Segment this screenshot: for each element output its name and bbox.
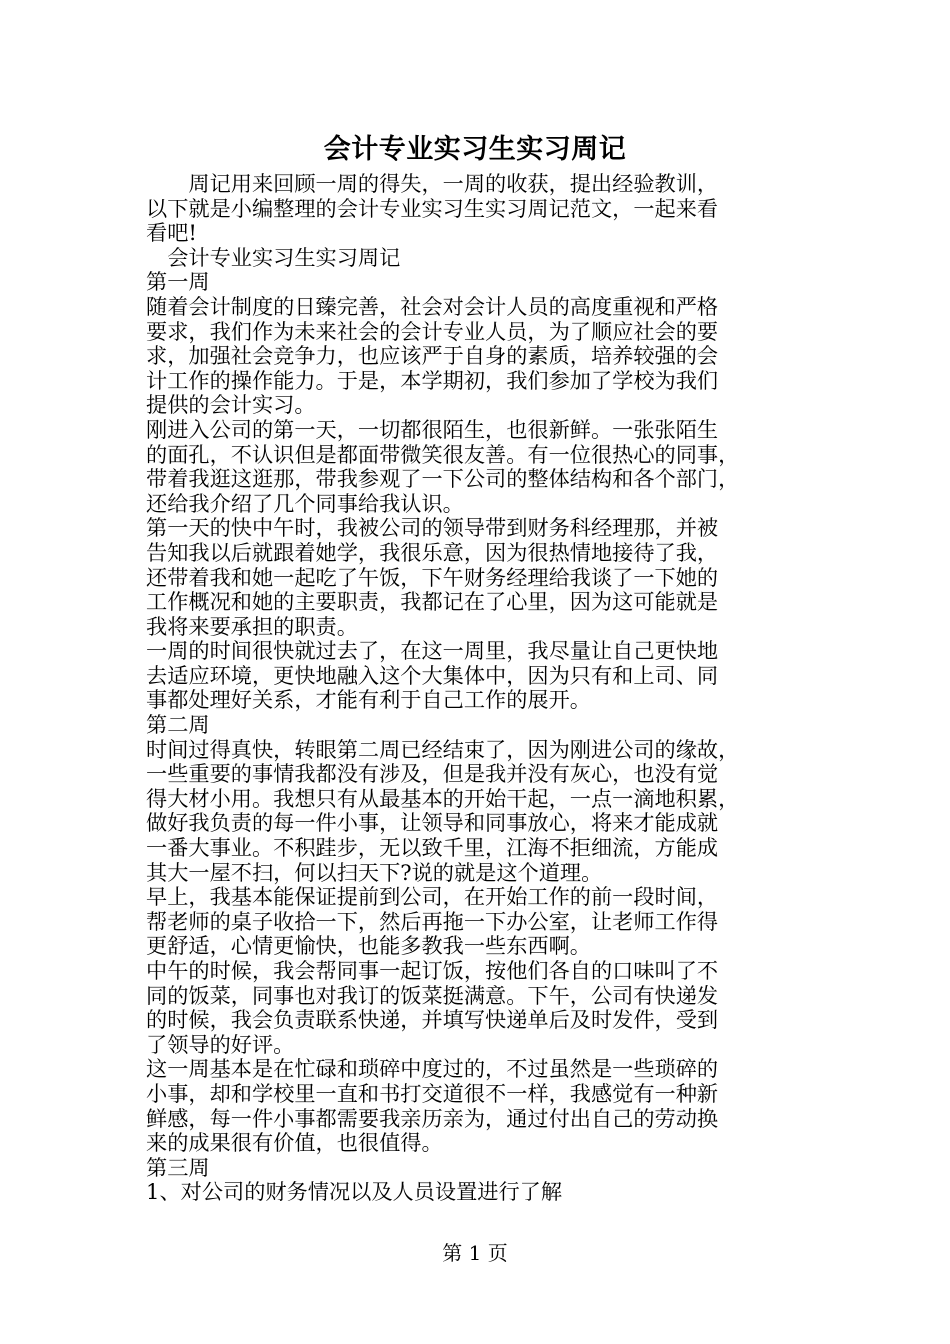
text-line: 其大一屋不扫，何以扫天下?说的就是这个道理。	[146, 859, 603, 885]
text-line: 一番大事业。不积跬步，无以致千里，江海不拒细流，方能成	[146, 835, 719, 861]
text-line: 以下就是小编整理的会计专业实习生实习周记范文，一起来看	[146, 195, 719, 221]
text-line: 更舒适，心情更愉快，也能多教我一些东西啊。	[146, 933, 591, 959]
document-body	[146, 172, 814, 1205]
text-line: 的面孔，不认识但是都面带微笑很友善。有一位很热心的同事，	[146, 441, 740, 467]
text-line: 中午的时候，我会帮同事一起订饭，按他们各自的口味叫了不	[146, 958, 719, 983]
text-line: 帮老师的桌子收拾一下，然后再拖一下办公室，让老师工作得	[146, 908, 719, 934]
text-line: 会计专业实习生实习周记	[146, 244, 401, 270]
text-line: 同的饭菜，同事也对我订的饭菜挺满意。下午，公司有快递发	[146, 982, 719, 1008]
text-line: 1、对公司的财务情况以及人员设置进行了解	[146, 1179, 563, 1205]
text-line: 来的成果很有价值，也很值得。	[146, 1130, 443, 1156]
text-line: 做好我负责的每一件小事，让领导和同事放心，将来才能成就	[146, 810, 719, 836]
text-line: 的时候，我会负责联系快递，并填写快递单后及时发件，受到	[146, 1007, 719, 1033]
document-title: 会计专业实习生实习周记	[323, 134, 627, 165]
text-line: 时间过得真快，转眼第二周已经结束了，因为刚进公司的缘故，	[146, 736, 740, 762]
text-line: 第三周	[146, 1154, 210, 1180]
text-line: 带着我逛这逛那，带我参观了一下公司的整体结构和各个部门，	[146, 466, 740, 492]
text-line: 第一周	[146, 269, 210, 295]
text-line: 随着会计制度的日臻完善，社会对会计人员的高度重视和严格	[146, 293, 719, 319]
text-line: 求，加强社会竞争力，也应该严于自身的素质，培养较强的会	[146, 343, 719, 369]
text-line: 鲜感，每一件小事都需要我亲历亲为，通过付出自己的劳动换	[146, 1105, 719, 1131]
page-number: 第 1 页	[442, 1241, 508, 1265]
text-line: 得大材小用。我想只有从最基本的开始干起，一点一滴地积累，	[146, 785, 740, 811]
text-line: 去适应环境，更快地融入这个大集体中，因为只有和上司、同	[146, 662, 719, 688]
text-line: 还给我介绍了几个同事给我认识。	[146, 490, 464, 516]
text-line: 刚进入公司的第一天，一切都很陌生，也很新鲜。一张张陌生	[146, 416, 719, 442]
text-line: 了领导的好评。	[146, 1031, 295, 1057]
text-line: 工作概况和她的主要职责，我都记在了心里，因为这可能就是	[146, 589, 719, 615]
text-line: 第二周	[146, 712, 210, 738]
text-line: 一周的时间很快就过去了，在这一周里，我尽量让自己更快地	[146, 638, 719, 664]
text-line: 看吧!	[146, 220, 197, 246]
text-line: 计工作的操作能力。于是，本学期初，我们参加了学校为我们	[146, 367, 719, 393]
text-line: 我将来要承担的职责。	[146, 613, 358, 639]
text-line: 事都处理好关系，才能有利于自己工作的展开。	[146, 687, 591, 713]
text-line: 一些重要的事情我都没有涉及，但是我并没有灰心，也没有觉	[146, 761, 719, 787]
text-line: 告知我以后就跟着她学，我很乐意，因为很热情地接待了我，	[146, 539, 719, 565]
text-line: 还带着我和她一起吃了午饭，下午财务经理给我谈了一下她的	[146, 564, 719, 590]
text-line: 早上，我基本能保证提前到公司，在开始工作的前一段时间，	[146, 884, 719, 910]
text-line: 提供的会计实习。	[146, 392, 316, 418]
text-line: 这一周基本是在忙碌和琐碎中度过的，不过虽然是一些琐碎的	[146, 1056, 719, 1082]
text-line: 要求，我们作为未来社会的会计专业人员，为了顺应社会的要	[146, 318, 719, 344]
text-line: 周记用来回顾一周的得失，一周的收获，提出经验教训，	[146, 171, 719, 196]
text-line: 第一天的快中午时，我被公司的领导带到财务科经理那，并被	[146, 515, 719, 541]
text-line: 小事，却和学校里一直和书打交道很不一样，我感觉有一种新	[146, 1080, 719, 1106]
